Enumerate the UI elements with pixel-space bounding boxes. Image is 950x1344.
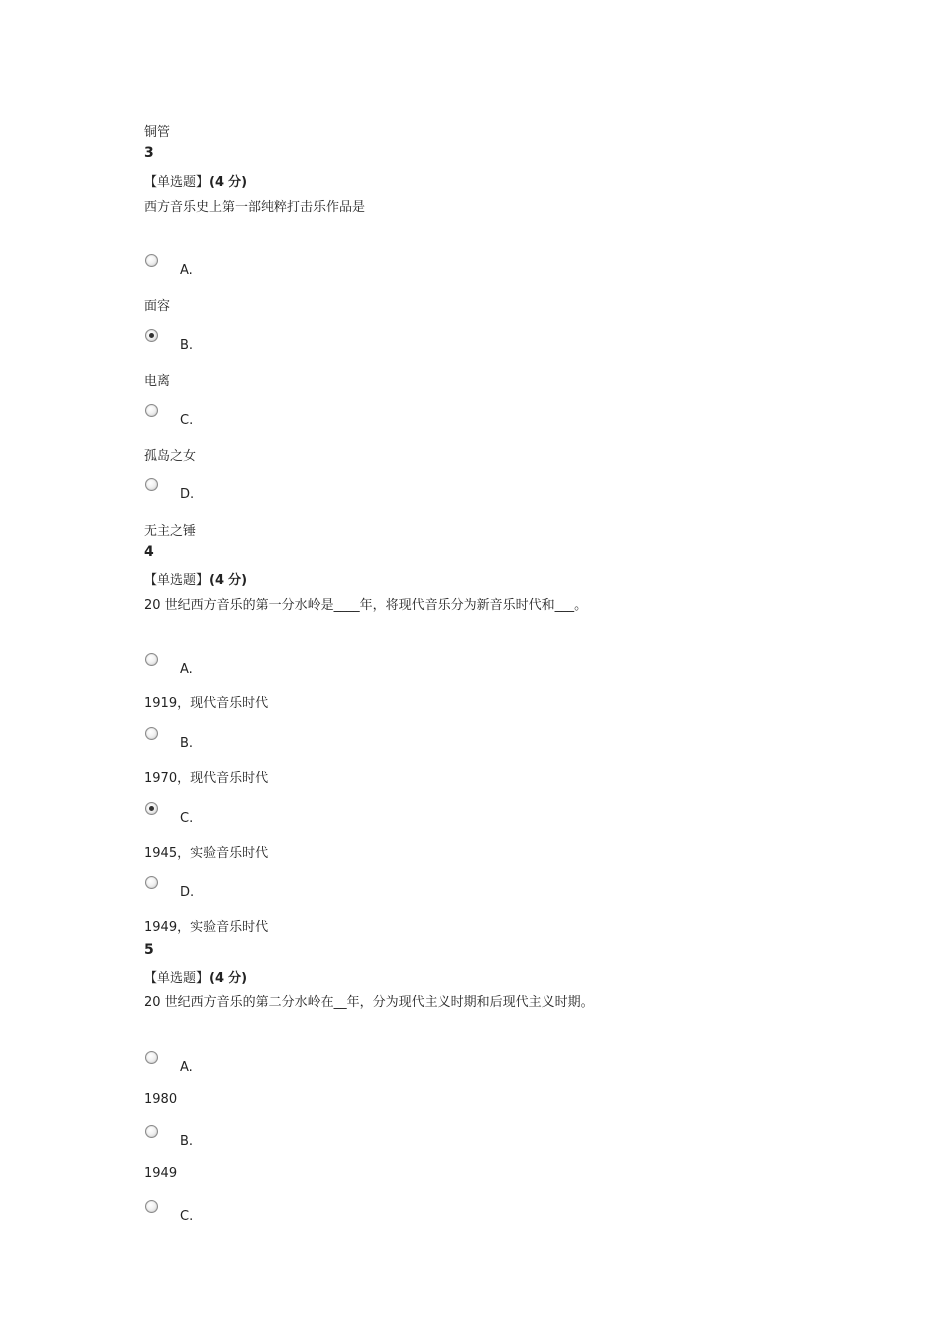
question-points: (4	[209, 175, 225, 190]
option-b-radio[interactable]	[145, 329, 158, 342]
option-c-letter: C.	[180, 1209, 194, 1224]
option-b-text: 1970，现代音乐时代	[144, 771, 269, 786]
question-number: 5	[144, 942, 154, 958]
option-a-letter: A.	[180, 263, 193, 278]
option-c-letter: C.	[180, 811, 194, 826]
option-d-radio[interactable]	[145, 478, 158, 491]
question-type	[144, 967, 247, 986]
option-d-letter: D.	[180, 885, 195, 900]
option-c-radio[interactable]	[145, 802, 158, 815]
question-stem: 20 世纪西方音乐的第二分水岭在__年，分为现代主义时期和后现代主义时期。	[144, 995, 594, 1010]
question-type-label: 【单选题】	[144, 175, 210, 190]
option-c-letter: C.	[180, 413, 194, 428]
option-c-radio[interactable]	[145, 1200, 158, 1213]
option-c-text: 孤岛之女	[144, 449, 197, 464]
option-a-text: 面容	[144, 299, 171, 314]
option-a-letter: A.	[180, 662, 193, 677]
question-points: (4	[209, 971, 225, 986]
option-b-radio[interactable]	[145, 1125, 158, 1138]
option-d-text: 1949，实验音乐时代	[144, 920, 269, 935]
option-c-radio[interactable]	[145, 404, 158, 417]
question-number: 3	[144, 145, 154, 161]
question-points: (4	[209, 573, 225, 588]
option-a-radio[interactable]	[145, 254, 158, 267]
option-b-text: 1949	[144, 1166, 178, 1181]
option-a-radio[interactable]	[145, 1051, 158, 1064]
option-b-letter: B.	[180, 338, 194, 353]
option-a-letter: A.	[180, 1060, 193, 1075]
option-b-text: 电离	[144, 374, 171, 389]
question-type-label: 【单选题】	[144, 573, 210, 588]
option-b-letter: B.	[180, 736, 194, 751]
question-points-unit: 分)	[228, 971, 248, 986]
option-b-letter: B.	[180, 1134, 194, 1149]
option-c-text: 1945，实验音乐时代	[144, 846, 269, 861]
question-type	[144, 569, 247, 588]
question-number: 4	[144, 544, 154, 560]
option-d-radio[interactable]	[145, 876, 158, 889]
question-stem: 20 世纪西方音乐的第一分水岭是____年，将现代音乐分为新音乐时代和___。	[144, 598, 588, 613]
question-stem: 西方音乐史上第一部纯粹打击乐作品是	[144, 200, 366, 215]
previous-option-text: 铜管	[144, 125, 171, 140]
question-points-unit: 分)	[228, 573, 248, 588]
question-type-label: 【单选题】	[144, 971, 210, 986]
option-d-text: 无主之锤	[144, 524, 197, 539]
option-b-radio[interactable]	[145, 727, 158, 740]
option-a-text: 1919，现代音乐时代	[144, 696, 269, 711]
question-type	[144, 171, 247, 190]
question-points-unit: 分)	[228, 175, 248, 190]
option-a-text: 1980	[144, 1092, 178, 1107]
option-d-letter: D.	[180, 487, 195, 502]
option-a-radio[interactable]	[145, 653, 158, 666]
